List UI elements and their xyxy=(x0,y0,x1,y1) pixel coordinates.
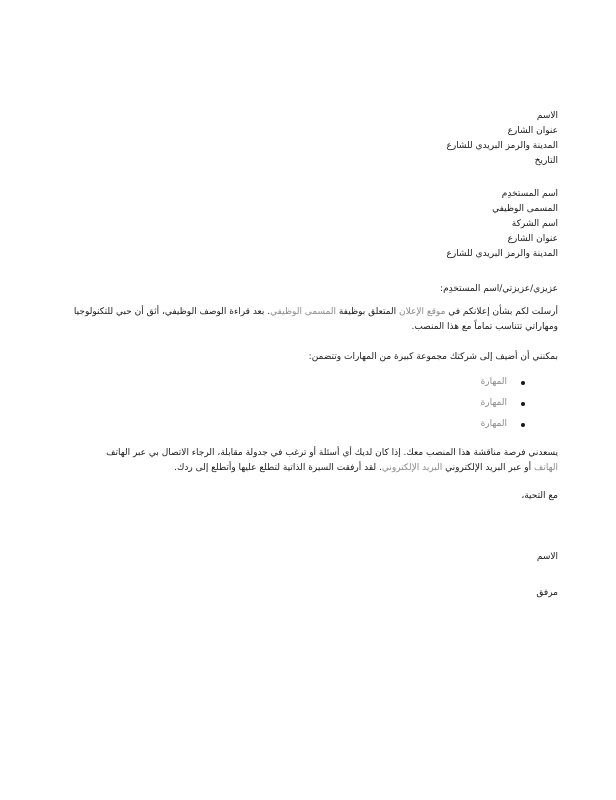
enclosure: مرفق xyxy=(536,588,558,598)
paragraph-intro-text-1: أرسلت لكم بشأن إعلانكم في xyxy=(445,307,558,317)
email-placeholder: البريد الإلكتروني xyxy=(381,463,443,473)
sender-block xyxy=(60,109,558,169)
recipient-job-title: المسمى الوظيفي xyxy=(492,204,558,214)
closing: مع التحية، xyxy=(521,491,558,501)
sender-name: الاسم xyxy=(536,111,558,121)
job-title-placeholder: المسمى الوظيفي xyxy=(270,307,336,317)
list-item xyxy=(60,414,558,435)
paragraph-closing-line-2 xyxy=(60,461,558,476)
skills-intro-block xyxy=(60,350,558,365)
paragraph-closing-text-3: . لقد أرفقت السيرة الذاتية لتطلع عليها وأتطلع إلى ردك. xyxy=(174,463,382,473)
paragraph-intro-line-2: ومهاراتي تتناسب تماماً مع هذا المنصب. xyxy=(411,322,558,332)
sender-city-zip: المدينة والرمز البريدي للشارع xyxy=(446,141,558,151)
skill-placeholder: المهارة xyxy=(480,377,507,387)
recipient-block xyxy=(60,187,558,262)
signature-block xyxy=(60,550,558,565)
salutation-block xyxy=(60,282,558,297)
salutation: عزيزي/عزيزتي/اسم المستخدِم: xyxy=(440,284,558,294)
paragraph-intro-text-3: . بعد قراءة الوصف الوظيفي، أثق أن حبي للتكنولوجيا xyxy=(73,307,271,317)
paragraph-intro-text-2: المتعلق بوظيفة xyxy=(336,307,399,317)
list-item xyxy=(60,393,558,414)
skills-intro: بمكنني أن أضيف إلى شركتك مجموعة كبيرة من المهارات وتتضمن: xyxy=(308,352,558,362)
paragraph-intro-line-1 xyxy=(60,305,558,320)
closing-block xyxy=(60,489,558,504)
paragraph-intro xyxy=(60,305,558,335)
sender-street: عنوان الشارع xyxy=(507,126,558,136)
recipient-city-zip: المدينة والرمز البريدي للشارع xyxy=(446,249,558,259)
enclosure-block xyxy=(60,586,558,601)
recipient-street: عنوان الشارع xyxy=(507,234,558,244)
skills-list xyxy=(60,372,558,435)
paragraph-closing-text-2: أو عبر البريد الإلكتروني xyxy=(442,463,535,473)
recipient-company: اسم الشركة xyxy=(511,219,558,229)
signature-name: الاسم xyxy=(536,552,558,562)
recipient-employer-name: اسم المستخدِم xyxy=(501,189,558,199)
ad-site-placeholder: موقع الإعلان xyxy=(398,307,446,317)
list-item xyxy=(60,372,558,393)
phone-placeholder: الهاتف xyxy=(534,463,558,473)
skill-placeholder: المهارة xyxy=(480,398,507,408)
paragraph-closing-line-1: يسعدني فرصة مناقشة هذا المنصب معك. إذا كان لديك أي أسئلة أو ترغب في جدولة مقابلة، الرجاء الاتصال بي عبر الهاتف xyxy=(106,448,558,458)
bullet-icon xyxy=(521,402,525,406)
skill-placeholder: المهارة xyxy=(480,419,507,429)
paragraph-closing xyxy=(60,446,558,476)
bullet-icon xyxy=(521,423,525,427)
bullet-icon xyxy=(521,381,525,385)
letter-date: التاريخ xyxy=(534,156,558,166)
